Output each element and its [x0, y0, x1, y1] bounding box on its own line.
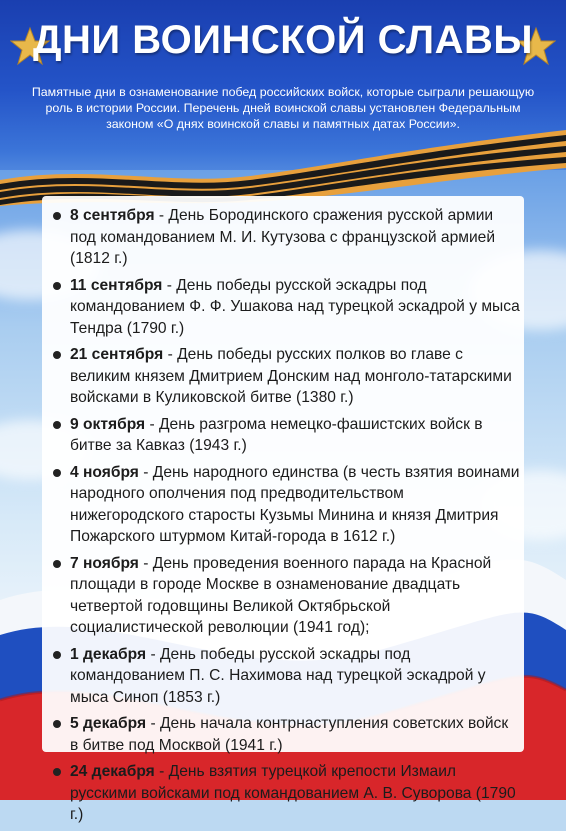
- item-text: - День народного единства (в честь взятия воинами народного ополчения под предводительством нижегородского старосты Кузьмы Минина и князя Дмитрия Пожарского штурмом Китай-города в 1612 г.): [70, 463, 520, 545]
- list-item: [50, 344, 520, 409]
- list-item: [50, 644, 520, 709]
- bullet: [53, 768, 61, 776]
- list-item: [50, 414, 520, 457]
- item-text: - День проведения военного парада на Красной площади в городе Москве в ознаменование двадцать четвертой годовщины Великой Октябрьской социалистической революции (1941 год);: [70, 554, 492, 636]
- item-date: 24 декабря: [70, 763, 155, 780]
- bullet: [53, 469, 61, 477]
- item-date: 21 сентября: [70, 346, 164, 363]
- list-item: [50, 462, 520, 548]
- bullet: [53, 651, 61, 659]
- bullet: [53, 282, 61, 290]
- item-date: 8 сентября: [70, 207, 155, 224]
- list-item: [50, 761, 520, 826]
- intro-text: Памятные дни в ознаменование побед российских войск, которые сыграли решающую роль в истории России. Перечень дней воинской славы установлен Федеральным законом «О днях воинской славы и памятных датах России».: [31, 85, 535, 131]
- item-text: - День Бородинского сражения русской армии под командованием М. И. Кутузова с французской армией (1812 г.): [70, 207, 496, 267]
- item-text: - День победы русских полков во главе с великим князем Дмитрием Донским над монголо-татарскими войсками в Куликовской битве (1380 г.): [70, 346, 512, 406]
- item-date: 1 декабря: [70, 645, 147, 663]
- item-text: - День победы русской эскадры под командованием П. С. Нахимова над турецкой эскадрой у мыса Синоп (1853 г.): [70, 645, 486, 706]
- list-item: [50, 553, 520, 639]
- bullet: [53, 421, 61, 429]
- item-date: 11 сентября: [70, 276, 163, 294]
- bullet: [53, 720, 61, 728]
- bullet: [53, 351, 61, 359]
- list-item: [50, 713, 520, 756]
- item-date: 5 декабря: [70, 715, 147, 732]
- bullet: [53, 560, 61, 568]
- page-title: ДНИ ВОИНСКОЙ СЛАВЫ: [32, 18, 534, 62]
- item-date: 9 октября: [70, 415, 146, 433]
- list-item: [50, 205, 520, 270]
- item-text: - День победы русской эскадры под командованием Ф. Ф. Ушакова над турецкой эскадрой у мыса Тендра (1790 г.): [70, 276, 520, 337]
- item-date: 7 ноября: [70, 554, 139, 572]
- st-george-ribbon: [0, 128, 566, 206]
- item-text: - День начала контрнаступления советских войск в битве под Москвой (1941 г.): [70, 715, 509, 754]
- item-text: - День разгрома немецко-фашистских войск в битве за Кавказ (1943 г.): [70, 415, 483, 454]
- list-item: [50, 275, 520, 340]
- glory-days-list: [50, 205, 520, 831]
- item-text: - День взятия турецкой крепости Измаил русскими войсками под командованием А. В. Суворова (1790 г.): [70, 763, 516, 823]
- item-date: 4 ноября: [70, 463, 139, 481]
- bullet: [53, 212, 61, 220]
